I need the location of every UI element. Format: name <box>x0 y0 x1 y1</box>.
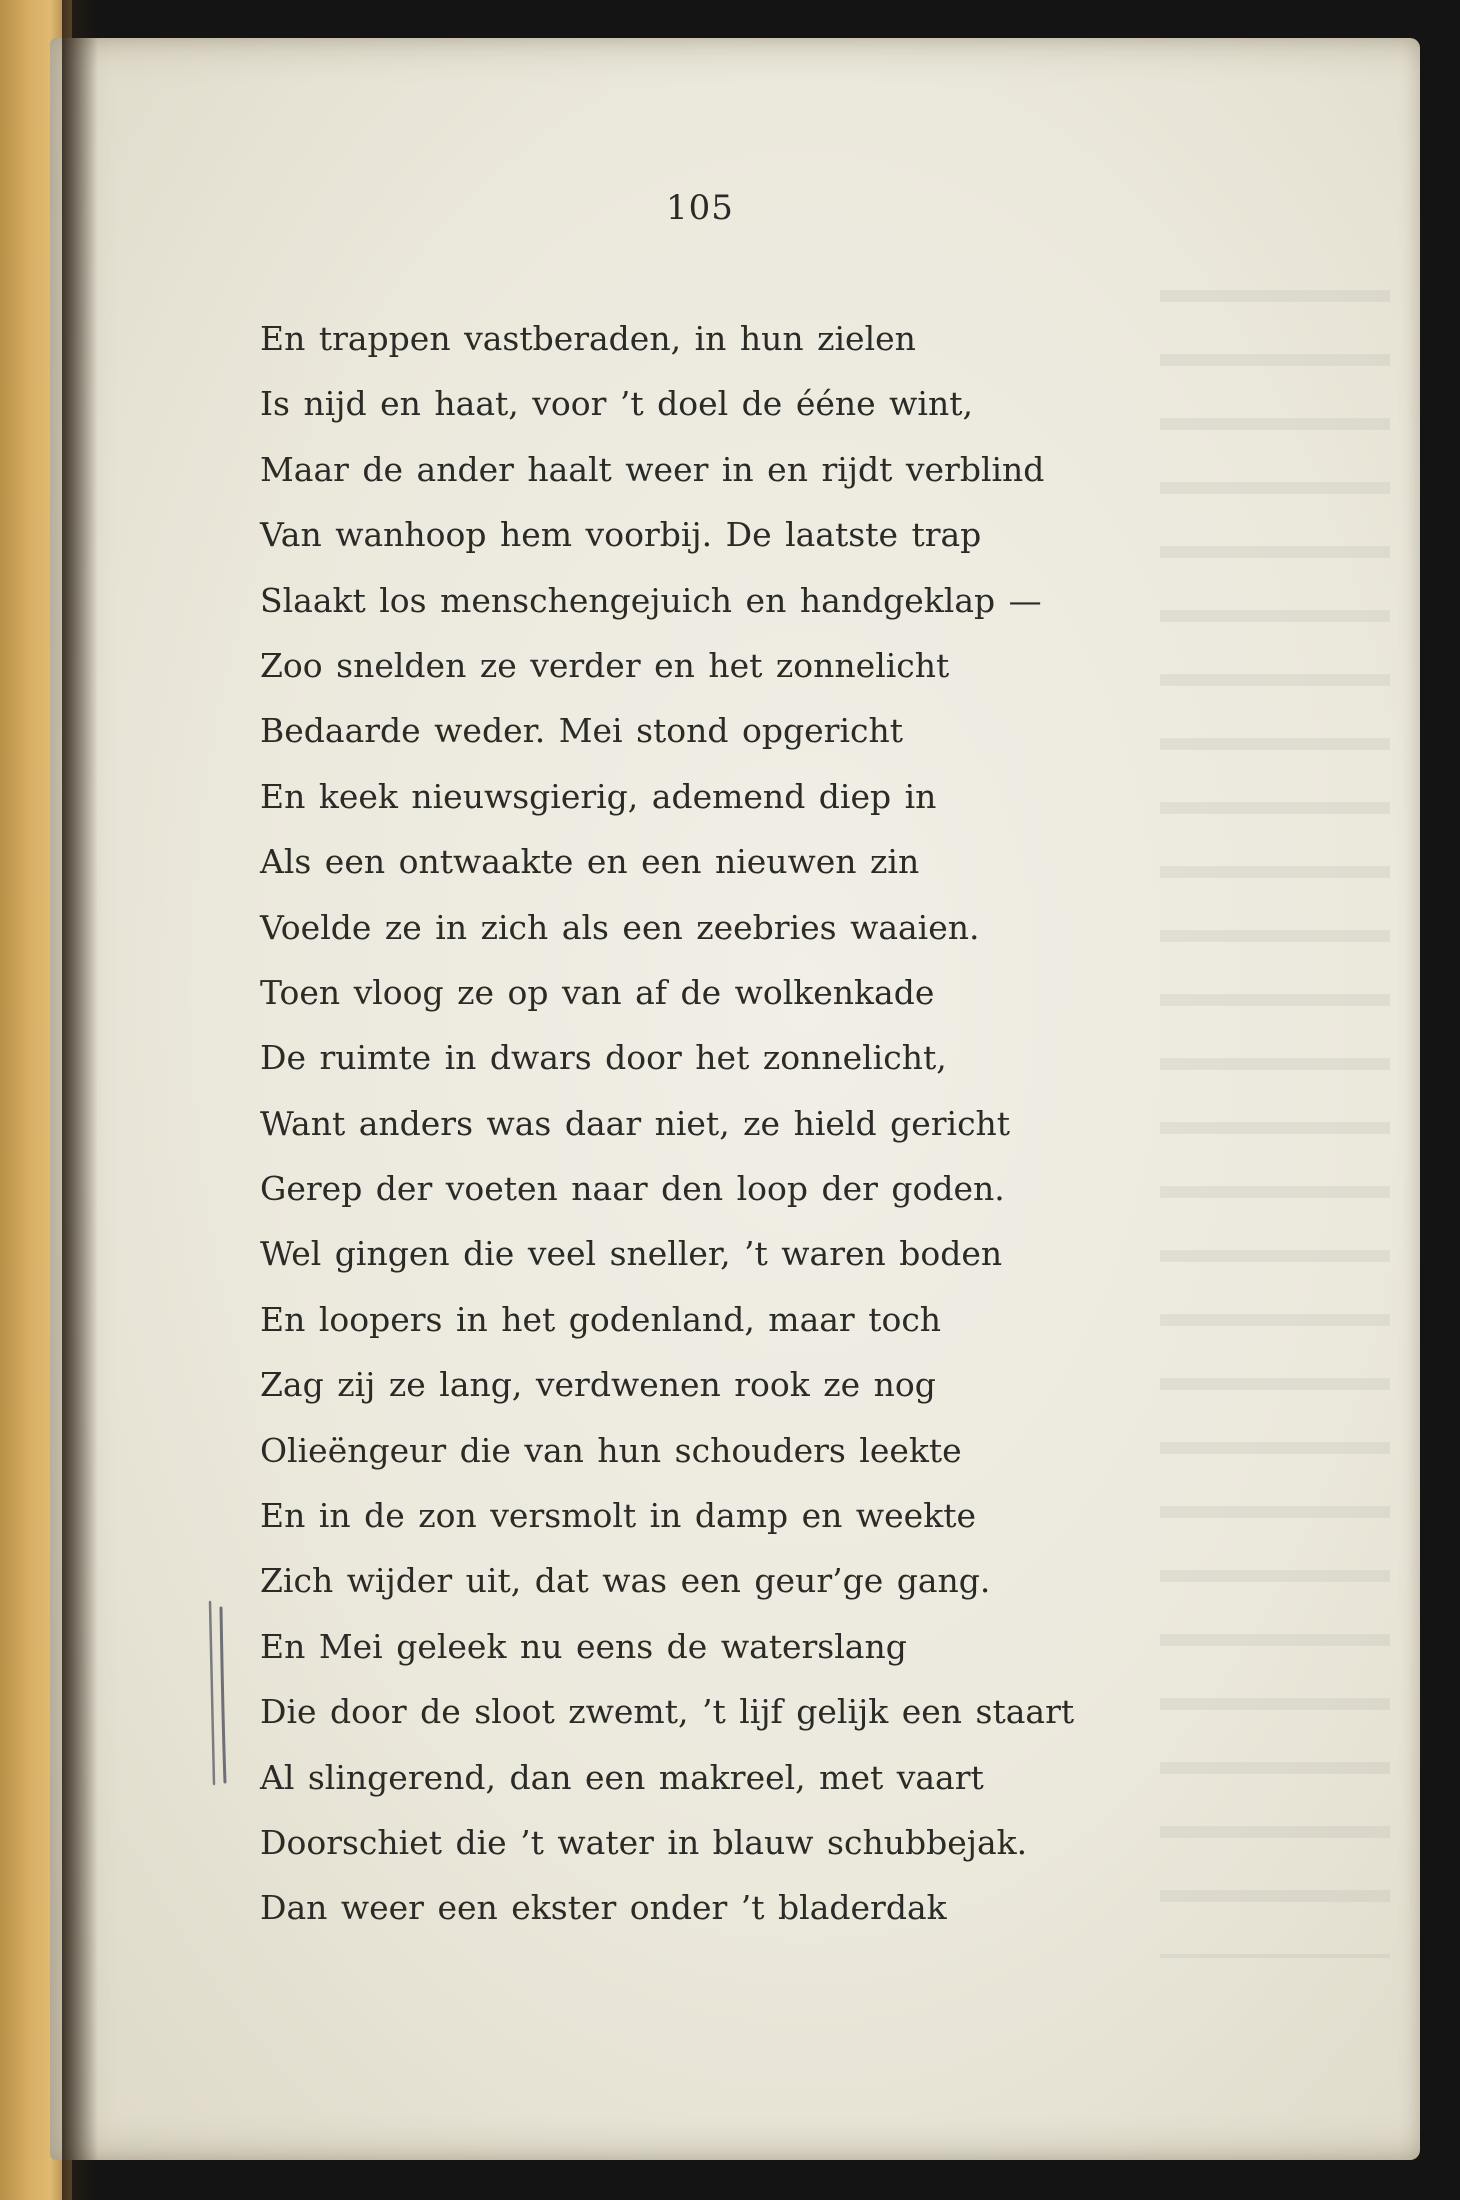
gutter-shadow <box>62 0 98 2200</box>
poem-line: En in de zon versmolt in damp en weekte <box>260 1496 976 1536</box>
poem-line: Zoo snelden ze verder en het zonnelicht <box>260 645 950 685</box>
poem-line: Want anders was daar niet, ze hield gericht <box>260 1103 1011 1143</box>
poem-line: Voelde ze in zich als een zeebries waaien. <box>260 907 980 947</box>
poem-line: Al slingerend, dan een makreel, met vaart <box>260 1757 984 1797</box>
poem-line: Dan weer een ekster onder ’t bladerdak <box>260 1888 947 1928</box>
pencil-mark <box>206 1598 230 1788</box>
poem-line: Doorschiet die ’t water in blauw schubbejak. <box>260 1822 1028 1862</box>
poem-line: Gerep der voeten naar den loop der goden. <box>260 1169 1005 1209</box>
poem-line: Als een ontwaakte en een nieuwen zin <box>260 842 920 882</box>
poem-line: De ruimte in dwars door het zonnelicht, <box>260 1038 947 1078</box>
poem-line: En Mei geleek nu eens de waterslang <box>260 1626 907 1666</box>
page-number: 105 <box>666 188 734 228</box>
poem-line: Bedaarde weder. Mei stond opgericht <box>260 711 903 751</box>
poem-line: Slaakt los menschengejuich en handgeklap — <box>260 580 1042 620</box>
poem-line: Zich wijder uit, dat was een geur’ge gang. <box>260 1561 991 1601</box>
poem-line: Van wanhoop hem voorbij. De laatste trap <box>260 515 982 555</box>
poem-line: Die door de sloot zwemt, ’t lijf gelijk een staart <box>260 1692 1075 1732</box>
poem-line: Wel gingen die veel sneller, ’t waren boden <box>260 1234 1003 1274</box>
poem-line: En trappen vastberaden, in hun zielen <box>260 319 916 358</box>
poem-line: Toen vloog ze op van af de wolkenkade <box>260 972 935 1012</box>
poem-line: Is nijd en haat, voor ’t doel de ééne wint, <box>260 384 973 424</box>
poem-line: Maar de ander haalt weer in en rijdt verblind <box>260 449 1045 489</box>
poem-line: Zag zij ze lang, verdwenen rook ze nog <box>260 1365 936 1405</box>
poem-line: En loopers in het godenland, maar toch <box>260 1299 942 1339</box>
poem-text <box>260 306 1260 1941</box>
poem-line: En keek nieuwsgierig, ademend diep in <box>260 776 937 816</box>
poem-line: Olieëngeur die van hun schouders leekte <box>260 1430 962 1470</box>
book-page <box>50 38 1420 2160</box>
